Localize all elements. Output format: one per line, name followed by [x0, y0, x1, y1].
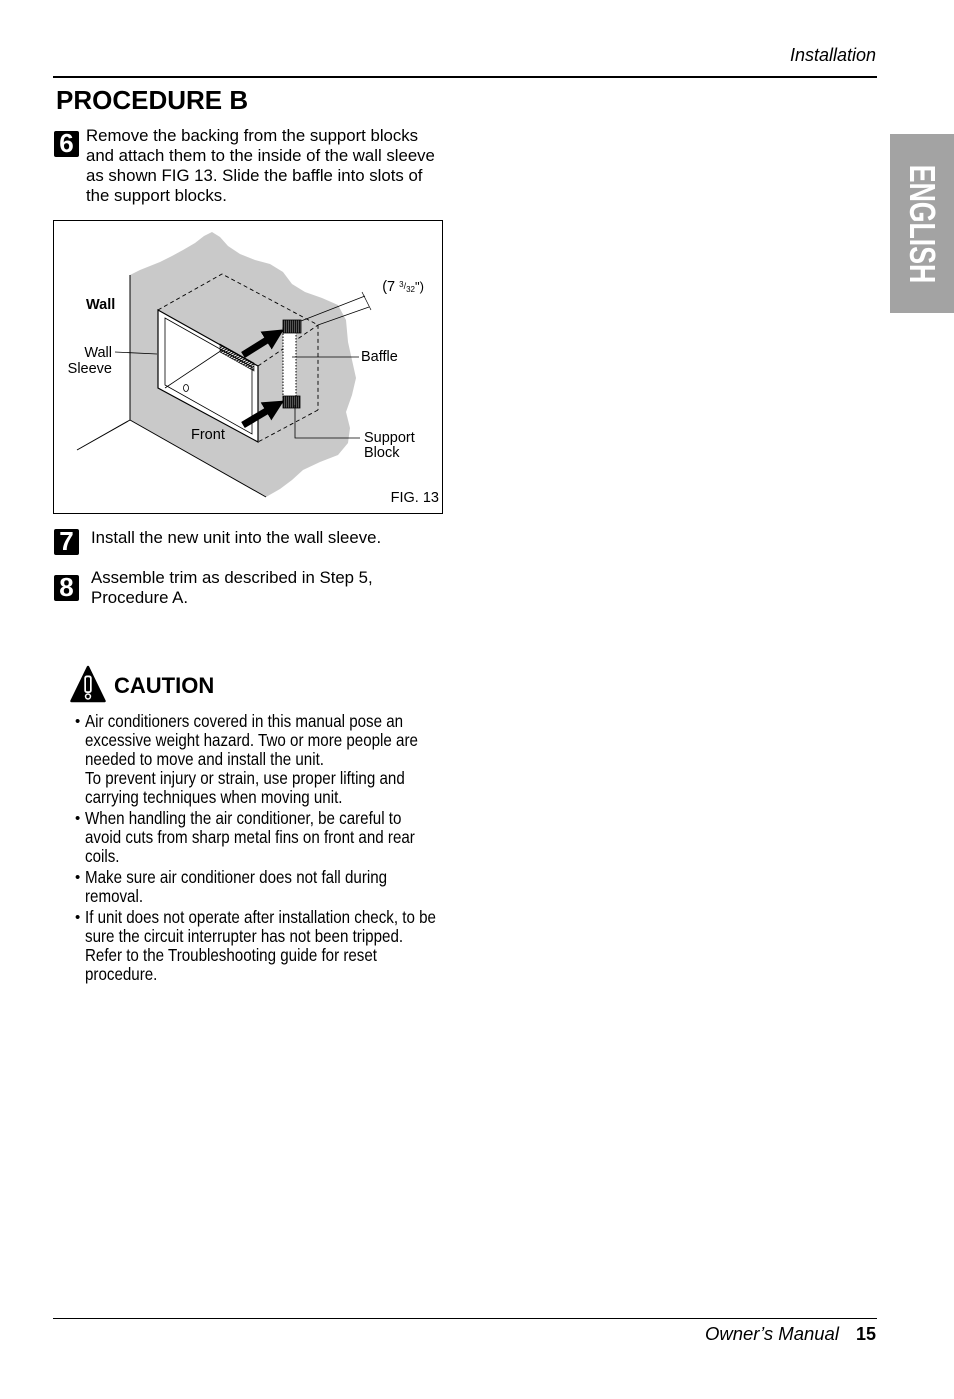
baffle [283, 327, 296, 405]
caution-line: coils. [85, 846, 120, 866]
step-7-badge: 7 [54, 529, 79, 555]
step-6-text [86, 126, 435, 206]
step-8-text [91, 568, 373, 608]
step-7-text [91, 528, 381, 548]
caution-line: To prevent injury or strain, use proper lifting and [85, 768, 405, 788]
language-tab-label: ENGLISH [902, 164, 943, 283]
dimension-denominator: 32 [406, 285, 415, 294]
dimension-suffix: ") [415, 279, 424, 294]
step-8-badge: 8 [54, 575, 79, 601]
bullet: • [75, 909, 81, 926]
dimension-numerator: 3 [399, 280, 404, 289]
bullet: • [75, 869, 81, 886]
step-text-line: Remove the backing from the support blocks [86, 126, 419, 145]
caution-heading: CAUTION [114, 673, 215, 698]
footer-rule [53, 1318, 877, 1319]
caution-line: carrying techniques when moving unit. [85, 787, 343, 807]
bullet: • [75, 713, 81, 730]
step-text-line: as shown FIG 13. Slide the baffle into slots of [86, 166, 423, 185]
manual-title: Owner’s Manual [704, 1323, 839, 1344]
figure-caption: FIG. 13 [390, 490, 439, 506]
caution-line: Make sure air conditioner does not fall during [85, 867, 388, 887]
label-wall-sleeve-line2: Sleeve [67, 361, 112, 377]
bullet: • [75, 810, 81, 827]
procedure-title: PROCEDURE B [56, 85, 249, 115]
label-support-block-line2: Block [364, 445, 400, 461]
caution-line: sure the circuit interrupter has not been tripped. [85, 926, 404, 946]
step-text-line: the support blocks. [86, 186, 227, 205]
caution-item [75, 868, 445, 906]
language-tab [890, 134, 954, 313]
caution-list [75, 712, 445, 986]
dimension-prefix: (7 [382, 279, 400, 295]
header-rule [53, 76, 877, 78]
support-block-bottom [283, 396, 300, 408]
caution-line: If unit does not operate after installation check, to be [85, 907, 436, 927]
label-wall-sleeve-line1: Wall [84, 345, 112, 361]
fig13-illustration [53, 220, 443, 514]
warning-triangle-icon [70, 665, 106, 703]
support-block-top [283, 320, 301, 333]
step-6-badge: 6 [54, 131, 79, 157]
page-number: 15 [855, 1324, 876, 1344]
figure-13 [53, 220, 443, 514]
label-front: Front [191, 427, 225, 443]
label-baffle: Baffle [361, 349, 398, 365]
label-wall: Wall [86, 297, 116, 313]
caution-line: needed to move and install the unit. [85, 749, 325, 769]
caution-line: removal. [85, 886, 144, 906]
caution-item [75, 809, 445, 866]
label-dimension [354, 279, 443, 295]
page-footer [705, 1323, 876, 1347]
caution-line: Air conditioners covered in this manual pose an [85, 711, 404, 731]
step-text-line: and attach them to the inside of the wall sleeve [86, 146, 435, 165]
step-text-line: Assemble trim as described in Step 5, [91, 568, 373, 587]
step-text-line: Install the new unit into the wall sleeve. [91, 528, 382, 547]
caution-item [75, 712, 445, 807]
section-header: Installation [789, 45, 876, 65]
caution-line: avoid cuts from sharp metal fins on front and rear [85, 827, 415, 847]
caution-line: excessive weight hazard. Two or more people are [85, 730, 418, 750]
caution-line: When handling the air conditioner, be careful to [85, 808, 402, 828]
dimension-separator: / [403, 281, 407, 291]
caution-item [75, 908, 445, 984]
caution-line: procedure. [85, 964, 158, 984]
step-text-line: Procedure A. [91, 588, 189, 607]
label-support-block-line1: Support [364, 430, 415, 446]
caution-line: Refer to the Troubleshooting guide for reset [85, 945, 378, 965]
